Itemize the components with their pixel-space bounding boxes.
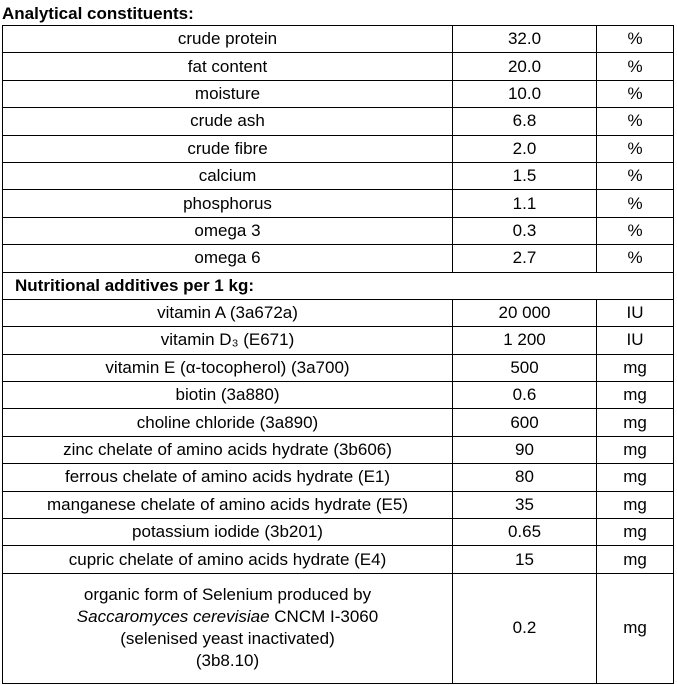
table-row: [3, 53, 674, 80]
constituent-name: fat content: [3, 53, 453, 80]
additive-unit: mg: [597, 573, 674, 683]
constituent-unit: %: [597, 108, 674, 135]
table-row: [3, 245, 674, 272]
constituent-unit: %: [597, 26, 674, 53]
additive-name: choline chloride (3a890): [3, 409, 453, 436]
nutrition-table: [2, 25, 674, 684]
additive-value: 0.2: [453, 573, 597, 683]
additive-unit: mg: [597, 546, 674, 573]
table-row: [3, 299, 674, 326]
additive-unit: mg: [597, 464, 674, 491]
table-row: [3, 519, 674, 546]
selenium-row: [3, 573, 674, 683]
constituent-name: phosphorus: [3, 190, 453, 217]
selenium-line-1: organic form of Selenium produced by: [83, 585, 372, 605]
additive-value: 80: [453, 464, 597, 491]
constituent-value: 1.5: [453, 162, 597, 189]
constituent-value: 2.0: [453, 135, 597, 162]
constituent-value: 32.0: [453, 26, 597, 53]
additive-unit: IU: [597, 327, 674, 354]
table-row: [3, 409, 674, 436]
additive-unit: mg: [597, 409, 674, 436]
additive-name: biotin (3a880): [3, 382, 453, 409]
additive-value: 15: [453, 546, 597, 573]
table-row: [3, 80, 674, 107]
selenium-line-3: (selenised yeast inactivated): [120, 629, 335, 649]
constituent-value: 0.3: [453, 217, 597, 244]
constituent-name: omega 6: [3, 245, 453, 272]
table-row: [3, 190, 674, 217]
constituent-unit: %: [597, 190, 674, 217]
additive-value: 600: [453, 409, 597, 436]
constituent-name: crude protein: [3, 26, 453, 53]
additive-unit: mg: [597, 382, 674, 409]
additive-value: 1 200: [453, 327, 597, 354]
constituent-unit: %: [597, 53, 674, 80]
additive-unit: mg: [597, 491, 674, 518]
table-row: [3, 464, 674, 491]
selenium-strain: CNCM I-3060: [269, 607, 379, 627]
constituent-name: crude ash: [3, 108, 453, 135]
additive-name: cupric chelate of amino acids hydrate (E4): [3, 546, 453, 573]
additive-value: 500: [453, 354, 597, 381]
constituent-name: omega 3: [3, 217, 453, 244]
additive-name: vitamin E (α-tocopherol) (3a700): [3, 354, 453, 381]
constituent-unit: %: [597, 245, 674, 272]
additive-value: 0.6: [453, 382, 597, 409]
constituent-value: 1.1: [453, 190, 597, 217]
additive-unit: mg: [597, 519, 674, 546]
additive-name: manganese chelate of amino acids hydrate (E5): [3, 491, 453, 518]
constituent-value: 20.0: [453, 53, 597, 80]
constituent-unit: %: [597, 162, 674, 189]
additive-name: vitamin A (3a672a): [3, 299, 453, 326]
table-row: [3, 436, 674, 463]
additive-name: vitamin D₃ (E671): [3, 327, 453, 354]
table-row: [3, 135, 674, 162]
selenium-species: Saccaromyces cerevisiae: [76, 607, 270, 627]
additive-name: potassium iodide (3b201): [3, 519, 453, 546]
additive-unit: IU: [597, 299, 674, 326]
constituent-value: 10.0: [453, 80, 597, 107]
table-row: [3, 546, 674, 573]
table-row: [3, 26, 674, 53]
table-row: [3, 162, 674, 189]
selenium-name: [3, 573, 453, 683]
constituent-unit: %: [597, 80, 674, 107]
nutritional-additives-heading: Nutritional additives per 1 kg:: [3, 272, 674, 299]
constituent-value: 6.8: [453, 108, 597, 135]
additive-unit: mg: [597, 354, 674, 381]
section-header-row: [3, 272, 674, 299]
additive-value: 20 000: [453, 299, 597, 326]
additive-value: 0.65: [453, 519, 597, 546]
constituent-name: calcium: [3, 162, 453, 189]
table-row: [3, 108, 674, 135]
constituent-name: crude fibre: [3, 135, 453, 162]
table-row: [3, 217, 674, 244]
constituent-name: moisture: [3, 80, 453, 107]
additive-value: 90: [453, 436, 597, 463]
constituent-unit: %: [597, 135, 674, 162]
additive-value: 35: [453, 491, 597, 518]
additive-unit: mg: [597, 436, 674, 463]
additive-name: ferrous chelate of amino acids hydrate (E1): [3, 464, 453, 491]
constituent-unit: %: [597, 217, 674, 244]
constituent-value: 2.7: [453, 245, 597, 272]
additive-name: zinc chelate of amino acids hydrate (3b606): [3, 436, 453, 463]
table-row: [3, 491, 674, 518]
analytical-constituents-heading: Analytical constituents:: [2, 4, 194, 23]
selenium-line-4: (3b8.10): [195, 651, 260, 671]
table-row: [3, 382, 674, 409]
table-row: [3, 327, 674, 354]
table-row: [3, 354, 674, 381]
